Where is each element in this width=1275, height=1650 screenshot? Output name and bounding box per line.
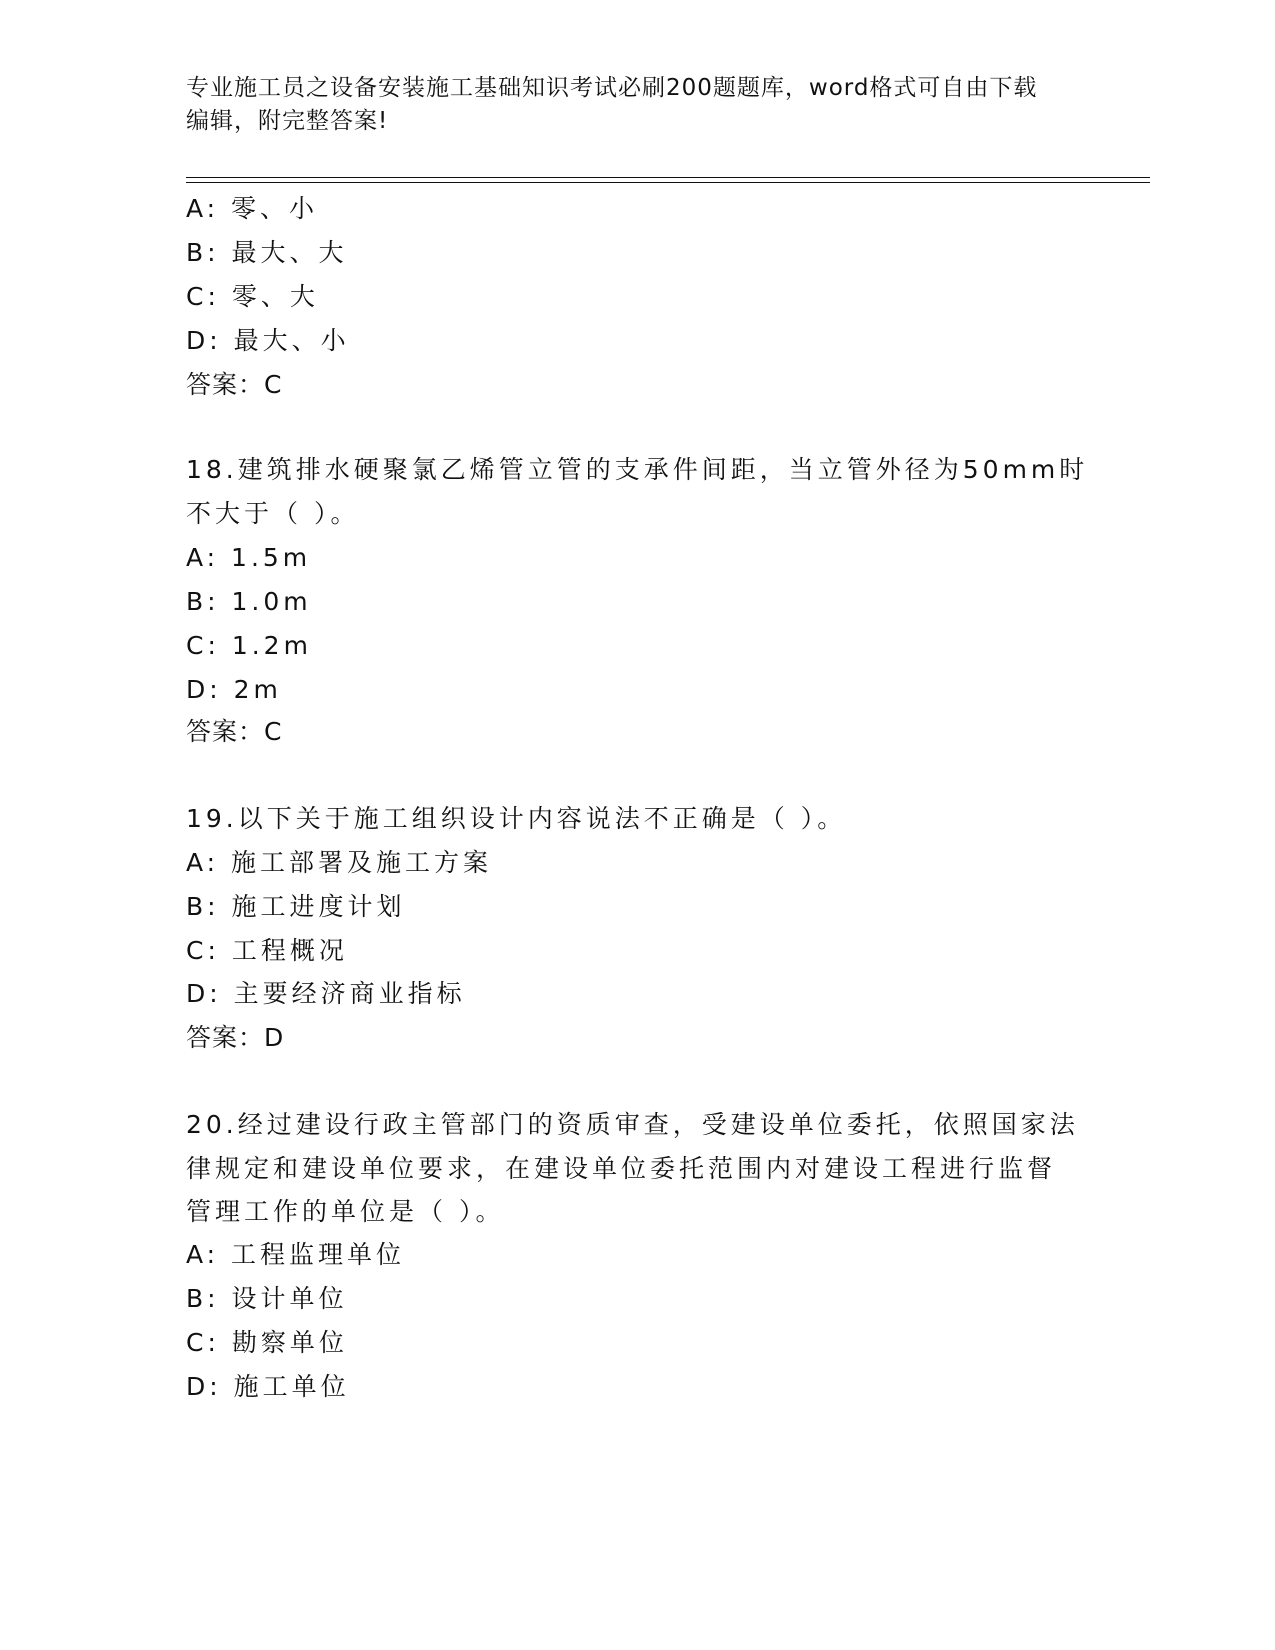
header-title-line-1: 专业施工员之设备安装施工基础知识考试必刷200题题库，word格式可自由下载 <box>186 75 1038 101</box>
q18-option-c: C: 1.2m <box>186 631 312 660</box>
q19-option-c: C: 工程概况 <box>186 936 348 965</box>
q17-option-a: A: 零、小 <box>186 194 319 223</box>
header-title-line-2: 编辑，附完整答案! <box>186 108 389 134</box>
q19-answer: 答案：D <box>186 1023 285 1052</box>
q20-option-d: D: 施工单位 <box>186 1372 350 1401</box>
q18-answer: 答案：C <box>186 717 283 746</box>
q18-option-a: A: 1.5m <box>186 543 312 572</box>
q17-option-b: B: 最大、大 <box>186 238 348 267</box>
q20-option-a: A: 工程监理单位 <box>186 1240 406 1269</box>
q20-stem-line-1: 20.经过建设行政主管部门的资质审查，受建设单位委托，依照国家法 <box>186 1110 1079 1139</box>
q18-stem-line-2: 不大于（ ）。 <box>186 499 360 528</box>
q18-option-d: D: 2m <box>186 675 282 704</box>
q17-option-d: D: 最大、小 <box>186 326 350 355</box>
q18-option-b: B: 1.0m <box>186 587 312 616</box>
q19-option-a: A: 施工部署及施工方案 <box>186 848 493 877</box>
q18-stem-line-1: 18.建筑排水硬聚氯乙烯管立管的支承件间距，当立管外径为50mm时 <box>186 455 1089 484</box>
q20-option-c: C: 勘察单位 <box>186 1328 348 1357</box>
q19-stem-line-1: 19.以下关于施工组织设计内容说法不正确是（ ）。 <box>186 804 847 833</box>
q20-option-b: B: 设计单位 <box>186 1284 348 1313</box>
q17-answer: 答案：C <box>186 370 283 399</box>
document-header <box>186 72 1066 138</box>
header-divider-top <box>186 177 1150 178</box>
q19-option-b: B: 施工进度计划 <box>186 892 406 921</box>
header-divider-bottom <box>186 182 1150 183</box>
q20-stem-line-3: 管理工作的单位是（ ）。 <box>186 1197 505 1226</box>
q17-option-c: C: 零、大 <box>186 282 319 311</box>
q19-option-d: D: 主要经济商业指标 <box>186 979 466 1008</box>
q20-stem-line-2: 律规定和建设单位要求，在建设单位委托范围内对建设工程进行监督 <box>186 1154 1057 1183</box>
